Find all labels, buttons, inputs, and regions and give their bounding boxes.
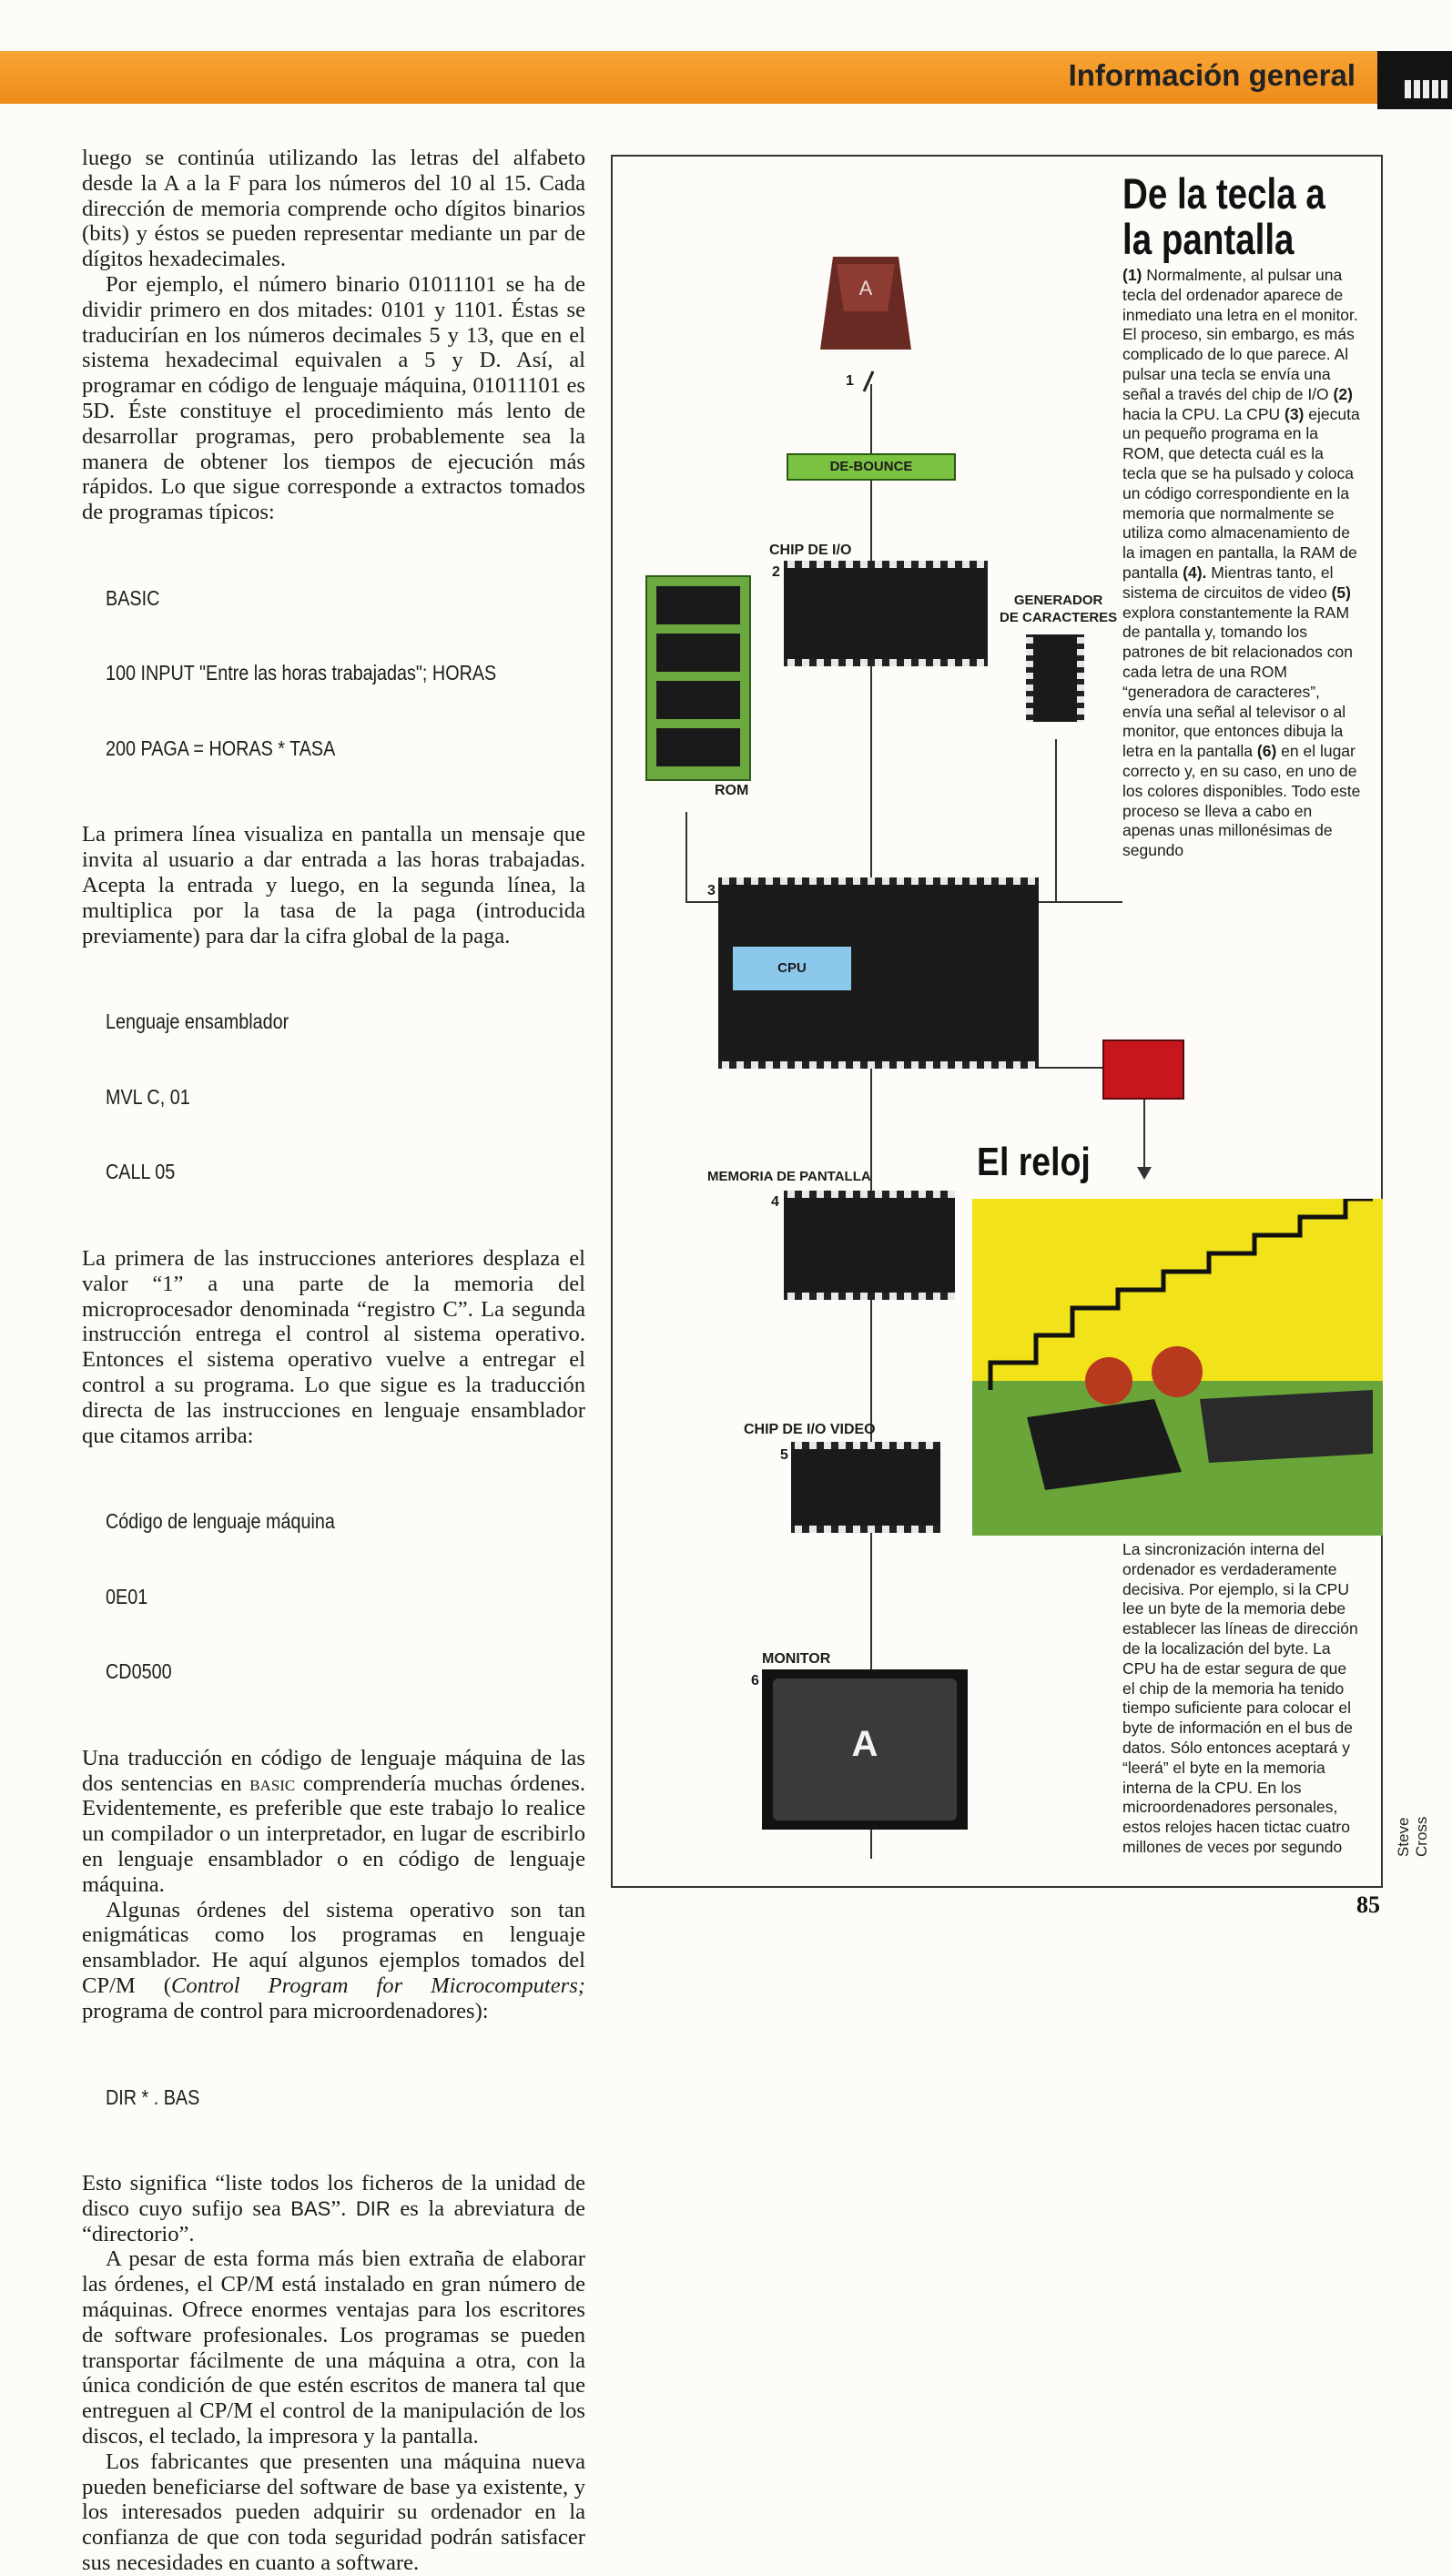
code-block-machine (106, 1459, 518, 1735)
step-number: 6 (751, 1673, 759, 1689)
switch-icon (857, 366, 884, 393)
paragraph: A pesar de esta forma más bien extraña de elaborar las órdenes, el CP/M está instalado en gran número de máquinas. Ofrece enormes ventajas para los escritores de software profesionales. Los programas se pueden transportar fácilmente de una máquina a otra, con la única condición de que estén escritos de manera tal que entreguen al CP/M el control de la manipulación de los discos, el teclado, la impresora y la pantalla. (82, 2246, 585, 2449)
sidebar-text-segment: ejecuta un pequeño programa en la ROM, que detecta cuál es la tecla que se ha pulsado y coloca un código correspondiente en la memoria que normalmente se utiliza como almacenamiento de la imagen en pantalla, la RAM de pantalla (1122, 404, 1360, 582)
paragraph: Algunas órdenes del sistema operativo son tan enigmáticas como los programas en lenguaje ensamblador. He aquí algunos ejemplos tomados del CP/M (Control Program for Microcomputers; programa de control para microordenadores): (82, 1897, 585, 2023)
io-chip (784, 568, 988, 659)
code-line: MVL C, 01 (106, 1084, 190, 1109)
sidebar-text-segment: (6) (1256, 742, 1277, 761)
arrow-down-icon (1137, 1167, 1152, 1180)
monitor-label: MONITOR (762, 1651, 831, 1667)
section-title: Información general (1068, 58, 1356, 92)
code-line: Código de lenguaje máquina (106, 1509, 335, 1534)
reloj-title: El reloj (977, 1140, 1091, 1184)
rom-line (685, 812, 687, 903)
clock-box (1102, 1040, 1184, 1100)
paragraph: Los fabricantes que presenten una máquina nueva pueden beneficiarse del software de base ya existente, y los interesados pueden adquirir su ordenador en la confianza de que con toda seguridad podrán satisfacer sus necesidades en cuanto a software. (82, 2449, 585, 2576)
video-chip-label: CHIP DE I/O VIDEO (744, 1422, 876, 1437)
key-letter: A (858, 277, 873, 299)
cpu-chip (718, 885, 1039, 1061)
code-line: BASIC (106, 585, 160, 610)
step-number: 5 (780, 1447, 788, 1463)
memoria-label: MEMORIA DE PANTALLA (707, 1169, 871, 1184)
paragraph: Esto significa “liste todos los ficheros de la unidad de disco cuyo sufijo sea BAS”. DIR es la abreviatura de “directorio”. (82, 2171, 585, 2246)
sidebar-text-segment: hacia la CPU. La CPU (1122, 404, 1284, 423)
monitor-letter: A (851, 1724, 878, 1764)
code-block-basic (106, 536, 518, 812)
sidebar-text-segment: en el lugar correcto y, en su caso, en uno de los colores disponibles. Todo este proceso se lleva a cabo en apenas unas millonésimas de segundo (1122, 742, 1361, 860)
generator-chip (1033, 634, 1077, 722)
paragraph: La primera de las instrucciones anteriores desplaza el valor “1” a una parte de la memoria del microprocesador denominada “registro C”. La segunda instrucción entrega el control al sistema operativo. Entonces el sistema operativo vuelve a entregar el control a su programa. Lo que sigue es la traducción directa de las instrucciones en lenguaje ensamblador que citamos arriba: (82, 1245, 585, 1448)
paragraph: Una traducción en código de lenguaje máquina de las dos sentencias en basic comprendería muchas órdenes. Evidentemente, es preferible que este trabajo lo realice un compilador o un interpretador, en lugar de escribirlo en lenguaje ensamblador o en código de lenguaje máquina. (82, 1745, 585, 1897)
sidebar-text-segment: explora constantemente la RAM de pantalla y, tomando los patrones de bit relacionados con cada letra de una ROM “generadora de caracteres”, envía una señal al televisor o al monitor, que entonces dibuja la letra en la pantalla (1122, 603, 1353, 761)
step-number: 3 (707, 883, 716, 898)
paragraph: Por ejemplo, el número binario 01011101 se ha de dividir primero en dos mitades: 0101 y 1101. Éstas se traducirían en los números decimales 5 y 13, que en el sistema hexadecimal equivalen a 5 y D. Así, al programar en código de lenguaje máquina, 01011101 es 5D. Éste constituye el procedimiento más lento de desarrollar programas, pero probablemente sea la manera de obtener los tiempos de ejecución más rápidos. Lo que sigue corresponde a extractos tomados de programas típicos: (82, 271, 585, 525)
code-line: Lenguaje ensamblador (106, 1009, 289, 1034)
sidebar-text-segment: Mientras tanto, el sistema de circuitos de video (1122, 563, 1334, 602)
sidebar-text-segment: (2) (1333, 384, 1353, 403)
paragraph: luego se continúa utilizando las letras del alfabeto desde la A a la F para los números del 10 al 15. Cada dirección de memoria comprende ocho dígitos binarios (bits) y éstos se pueden representar mediante un par de dígitos hexadecimales. (82, 146, 585, 272)
screen-memory-chip (784, 1198, 955, 1293)
sidebar-text-segment: (4). (1183, 563, 1207, 582)
step-number: 2 (772, 564, 780, 580)
chip-io-label: CHIP DE I/O (769, 543, 852, 558)
sidebar-text-segment: (3) (1284, 404, 1305, 423)
rom-label: ROM (715, 783, 749, 798)
clock-line (1039, 1067, 1102, 1069)
code-block-cpm (106, 2035, 518, 2161)
monitor-screen (762, 1669, 968, 1830)
code-line: 100 INPUT "Entre las horas trabajadas"; HORAS (106, 661, 497, 685)
code-line: 0E01 (106, 1584, 148, 1608)
clock-illustration (972, 1199, 1383, 1536)
paragraph: La primera línea visualiza en pantalla un mensaje que invita al usuario a dar entrada a las horas trabajadas. Acepta la entrada y luego, en la segunda línea, la multiplica por la tasa de la paga (introducida previamente) para dar la cifra global de la paga. (82, 822, 585, 948)
reloj-text: La sincronización interna del ordenador es verdaderamente decisiva. Por ejemplo, si la CPU lee un byte de la memoria debe establecer las líneas de dirección de la localización del byte. La CPU ha de estar segura de que el chip de la memoria ha tenido tiempo suficiente para colocar el byte de información en el bus de datos. Sólo entonces aceptará y “leerá” el byte en la memoria interna de la CPU. En los microordenadores personales, estos relojes hacen tictac cuatro millones de veces por segundo (1122, 1540, 1358, 1856)
code-line: DIR * . BAS (106, 2084, 200, 2109)
sidebar-text (1122, 266, 1361, 861)
code-line: CD0500 (106, 1659, 172, 1684)
cpu-label-box: CPU (733, 947, 851, 990)
sidebar-text-segment: Normalmente, al pulsar una tecla del ordenador aparece de inmediato una letra en el monitor. El proceso, sin embargo, es más complicado de lo que parece. Al pulsar una tecla se envía una señal a través del chip de I/O (1122, 266, 1358, 403)
step-number: 4 (771, 1194, 779, 1210)
sidebar-text-segment: (5) (1331, 583, 1351, 602)
key-icon (811, 248, 920, 357)
diagram-panel (611, 155, 1383, 1888)
generator-line (1055, 739, 1057, 901)
keyboard-icon (1377, 51, 1452, 109)
generator-label: GENERADOR DE CARACTERES (1000, 593, 1118, 625)
sidebar-text-segment: (1) (1122, 266, 1142, 284)
code-block-assembler (106, 959, 518, 1235)
code-line: CALL 05 (106, 1160, 176, 1184)
step-number: 1 (846, 373, 854, 389)
photo-credit: Steve Cross (1395, 1816, 1430, 1857)
debounce-box: DE-BOUNCE (787, 453, 956, 481)
rom-board (645, 575, 751, 781)
code-line: 200 PAGA = HORAS * TASA (106, 735, 336, 760)
sidebar-title: De la tecla a la pantalla (1122, 169, 1325, 263)
page-number: 85 (1356, 1891, 1380, 1918)
article-text (82, 146, 585, 2576)
video-io-chip (791, 1449, 940, 1526)
